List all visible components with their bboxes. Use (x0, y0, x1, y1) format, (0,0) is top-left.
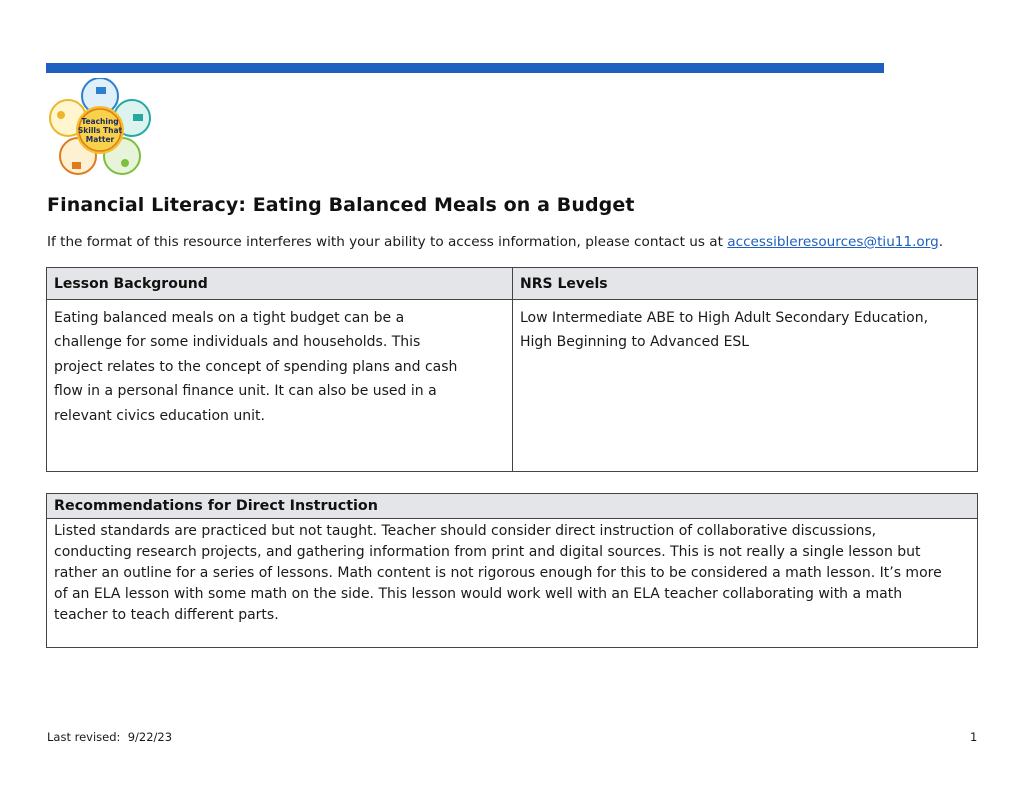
nrs-levels-header: NRS Levels (513, 268, 978, 300)
teaching-skills-that-matter-logo (46, 78, 154, 180)
background-line: relevant civics education unit. (54, 407, 265, 424)
last-revised-date: Last revised: 9/22/23 (47, 730, 173, 744)
lesson-background-header: Lesson Background (47, 268, 513, 300)
header-accent-bar (46, 63, 884, 73)
instruction-line: conducting research projects, and gathering information from print and digital sources. This is not really a single lesson but (54, 544, 921, 560)
direct-instruction-text (47, 519, 978, 648)
lightbulb-icon (57, 111, 65, 119)
background-line: Eating balanced meals on a tight budget can be a (54, 310, 405, 326)
contact-text: If the format of this resource interferes with your ability to access information, please contact us at (47, 234, 728, 250)
page-number: 1 (970, 730, 978, 744)
contact-period: . (938, 234, 944, 250)
computer-icon (133, 114, 143, 121)
levels-line: Low Intermediate ABE to High Adult Secondary Education, (520, 310, 929, 326)
lesson-background-text (47, 300, 513, 472)
instruction-line: of an ELA lesson with some math on the side. This lesson would work well with an ELA teacher collaborating with a math (54, 586, 903, 602)
logo-text-line3: Matter (85, 135, 115, 144)
background-line: challenge for some individuals and households. This (54, 334, 421, 351)
heart-icon (121, 159, 129, 167)
document-title: Financial Literacy: Eating Balanced Meals on a Budget (47, 194, 635, 216)
instruction-line: rather an outline for a series of lessons. Math content is not rigorous enough for this to be considered a math lesson. It’s more (54, 565, 942, 581)
direct-instruction-table (46, 493, 978, 648)
accessibility-contact-note (47, 234, 943, 250)
logo-text-line1: Teaching (81, 117, 119, 126)
pencil-icon (96, 87, 106, 94)
lesson-background-table (46, 267, 978, 472)
background-line: flow in a personal finance unit. It can also be used in a (54, 383, 437, 400)
nrs-levels-text (513, 300, 978, 472)
house-icon (72, 162, 81, 169)
levels-line: High Beginning to Advanced ESL (520, 334, 750, 351)
background-line: project relates to the concept of spending plans and cash (54, 358, 458, 375)
direct-instruction-header: Recommendations for Direct Instruction (47, 494, 978, 519)
instruction-line: teacher to teach different parts. (54, 607, 279, 623)
contact-email-link[interactable]: accessibleresources@tiu11.org (727, 234, 939, 250)
instruction-line: Listed standards are practiced but not taught. Teacher should consider direct instruction of collaborative discussions, (54, 523, 877, 539)
logo-text-line2: Skills That (77, 126, 123, 135)
